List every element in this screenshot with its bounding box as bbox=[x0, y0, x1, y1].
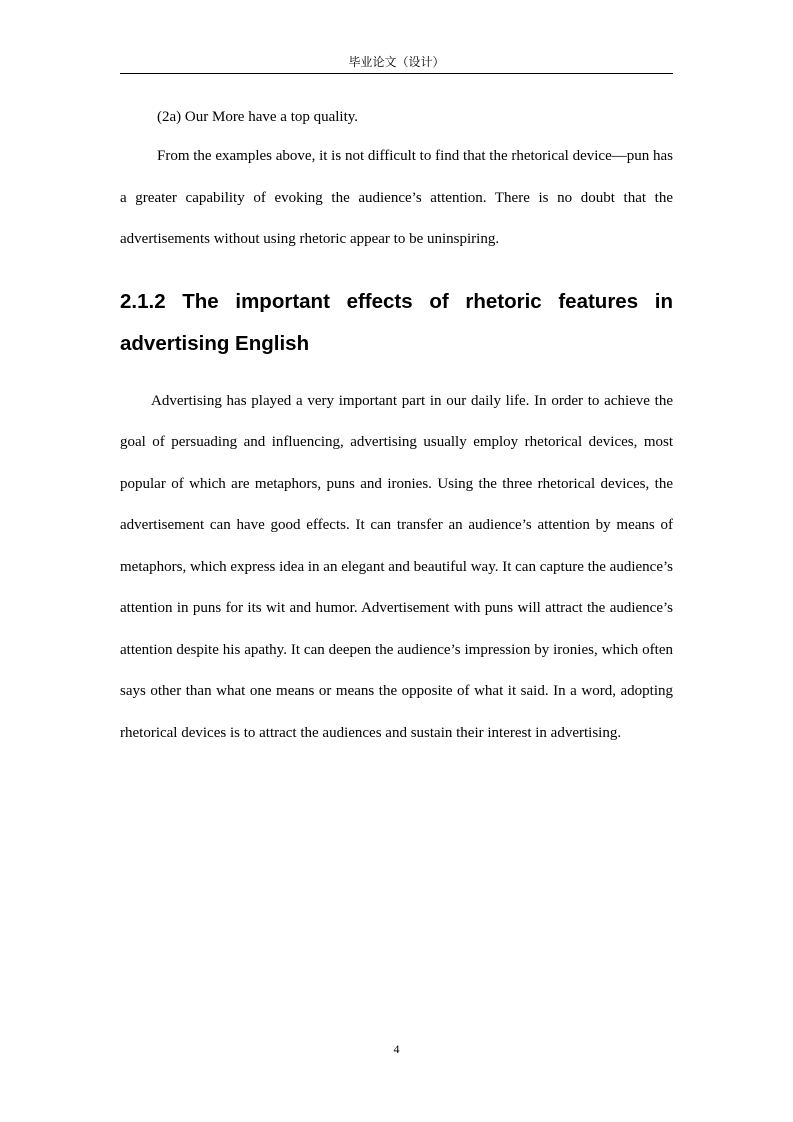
header-divider bbox=[120, 73, 673, 74]
page-number: 4 bbox=[393, 1042, 400, 1056]
example-sentence: (2a) Our More have a top quality. bbox=[157, 109, 359, 125]
paragraph-rhetoric-effects: Advertising has played a very important part in our daily life. In order to achieve the goal of persuading and influencing, advertising usually employ rhetorical devices, most popular of which are metaphors, puns and ironies. Using the three rhetorical devices, the advertisement can have good effects. It can transfer an audience’s attention by means of metaphors, which express idea in an elegant and beautiful way. It can capture the audience’s attention in puns for its wit and humor. Advertisement with puns will attract the audience’s attention despite his apathy. It can deepen the audience’s impression by ironies, which often says other than what one means or means the opposite of what it said. In a word, adopting rhetorical devices is to attract the audiences and sustain their interest in advertising. bbox=[120, 392, 673, 741]
page-body bbox=[120, 98, 673, 754]
running-header: 毕业论文（设计） bbox=[348, 55, 445, 69]
section-heading: 2.1.2 The important effects of rhetoric features in advertising English bbox=[120, 289, 673, 355]
paragraph-examples-conclusion: From the examples above, it is not difficult to find that the rhetorical device—pun has a greater capability of evoking the audience’s attention. There is no doubt that the advertisements without using rhetoric appear to be uninspiring. bbox=[120, 148, 673, 247]
